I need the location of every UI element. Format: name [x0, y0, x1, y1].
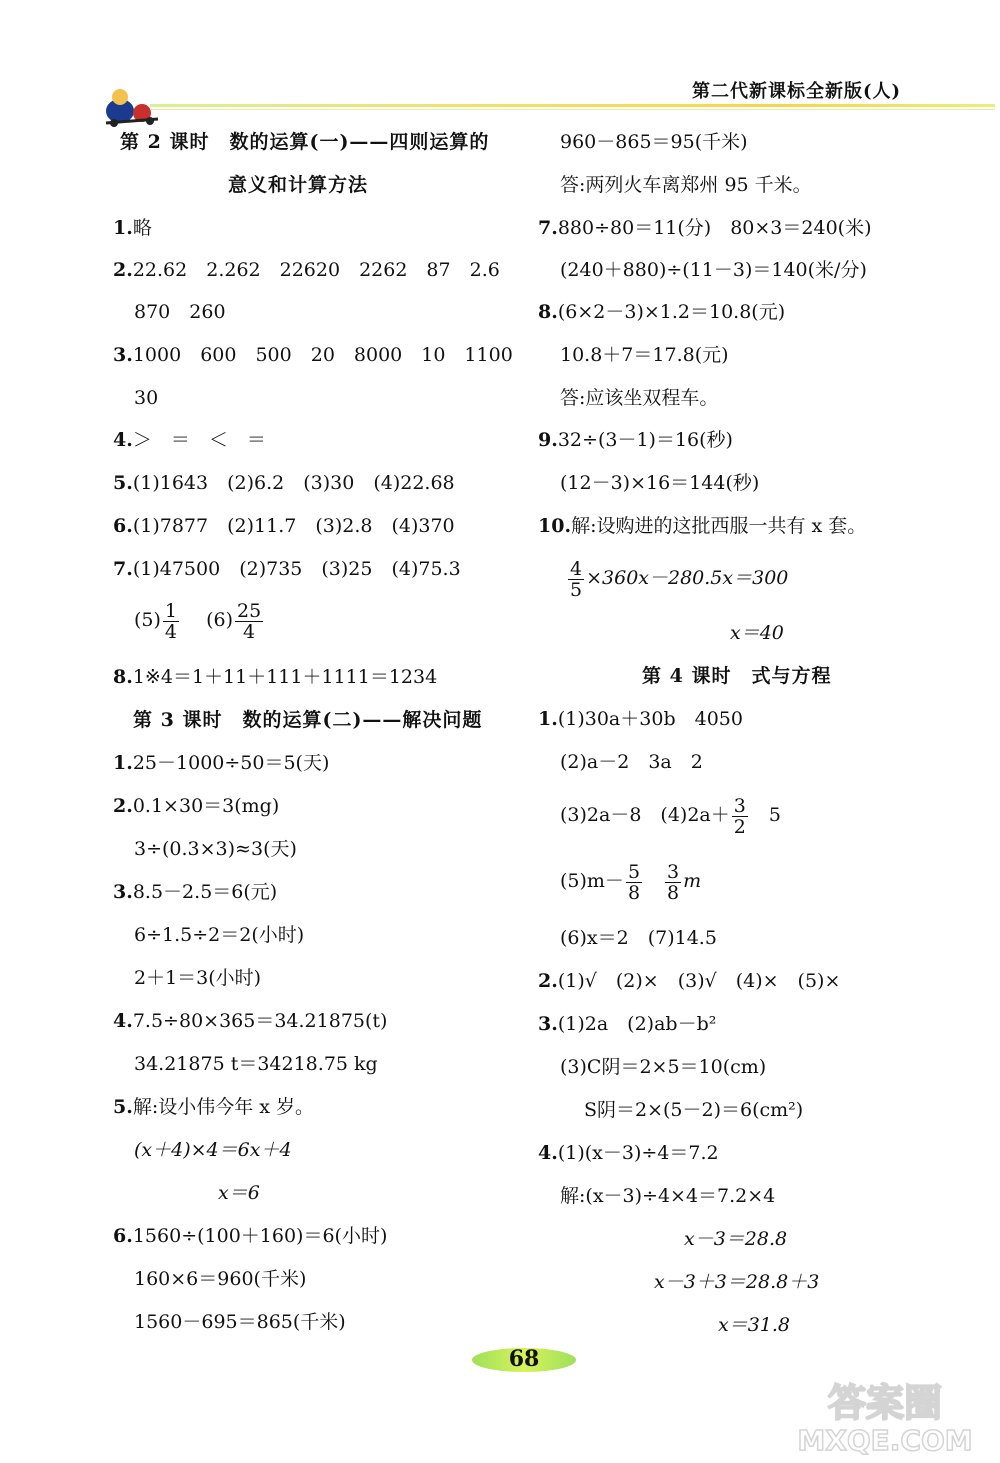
l3-answer-6-cont2: 1560－695＝865(千米): [134, 1311, 346, 1333]
r-answer-9: 9.32÷(3－1)＝16(秒): [538, 429, 733, 451]
header-divider: [150, 104, 995, 107]
l3-answer-2: 2.0.1×30＝3(mg): [113, 795, 280, 817]
answer-2-cont: 870 260: [134, 301, 226, 323]
l4-answer-1-5: (5)m－ $\frac{5}{8}$ $\frac{3}{8}$ m: [560, 860, 702, 904]
r-answer-7-cont: (240＋880)÷(11－3)＝140(米/分): [560, 259, 867, 281]
l3-answer-5-sol: x＝6: [218, 1182, 260, 1204]
l3-answer-6-cont1: 160×6＝960(千米): [134, 1268, 307, 1290]
l3-answer-6: 6.1560÷(100＋160)＝6(小时): [113, 1225, 388, 1247]
answer-2: 2.22.62 2.262 22620 2262 87 2.6: [113, 259, 500, 281]
l4-answer-4-step4: x＝31.8: [718, 1314, 791, 1336]
watermark-text: 答案圈: [827, 1381, 943, 1425]
r-answer-10-eq: $\frac{4}{5}$ ×360x－280.5x＝300: [570, 557, 789, 601]
lesson2-title-line1: 第 2 课时 数的运算(一)——四则运算的: [120, 131, 490, 153]
lesson3-title: 第 3 课时 数的运算(二)——解决问题: [133, 709, 483, 731]
r-answer-10: 10.解:设购进的这批西服一共有 x 套。: [538, 515, 867, 537]
answer-6: 6.(1)7877 (2)11.7 (3)2.8 (4)370: [113, 515, 455, 537]
r-answer-8: 8.(6×2－3)×1.2＝10.8(元): [538, 301, 786, 323]
l3-answer-3-cont2: 2＋1＝3(小时): [134, 967, 262, 989]
l3-answer-2-cont: 3÷(0.3×3)≈3(天): [134, 838, 297, 860]
watermark-logo: [780, 1378, 990, 1458]
lesson4-title: 第 4 课时 式与方程: [642, 665, 832, 687]
l3-answer-5-eq: (x＋4)×4＝6x＋4: [134, 1139, 292, 1161]
answer-1: 1.略: [113, 217, 152, 239]
l4-answer-4-step1: 解:(x－3)÷4×4＝7.2×4: [560, 1185, 776, 1207]
answer-4: 4.＞ ＝ ＜ ＝: [113, 429, 266, 451]
l4-answer-1-2: (2)a－2 3a 2: [560, 751, 703, 773]
r-answer-10-sol: x＝40: [730, 622, 784, 644]
l3-answer-1: 1.25－1000÷50＝5(天): [113, 752, 330, 774]
answer-7: 7.(1)47500 (2)735 (3)25 (4)75.3: [113, 558, 461, 580]
r-answer-8-cont: 10.8＋7＝17.8(元): [560, 344, 729, 366]
l3-answer-3: 3.8.5－2.5＝6(元): [113, 881, 278, 903]
page-number-badge: [472, 1344, 576, 1372]
watermark-url: MXQE.COM: [797, 1424, 973, 1457]
l4-answer-1: 1.(1)30a＋30b 4050: [538, 708, 743, 730]
l4-answer-3-c: (3)C阴＝2×5＝10(cm): [560, 1056, 767, 1078]
answer-8: 8.1※4＝1＋11＋111＋1111＝1234: [113, 666, 438, 688]
header-divider-thin: [150, 109, 995, 110]
l4-answer-4-step3: x－3＋3＝28.8＋3: [654, 1271, 820, 1293]
answer-3: 3.1000 600 500 20 8000 10 1100: [113, 344, 513, 366]
l3-answer-4-cont: 34.21875 t＝34218.75 kg: [134, 1053, 378, 1075]
answer-3-cont: 30: [134, 387, 159, 409]
r-answer-6-reply: 答:两列火车离郑州 95 千米。: [560, 174, 812, 196]
l3-answer-3-cont1: 6÷1.5÷2＝2(小时): [134, 924, 305, 946]
answer-7-fractions: (5) $\frac{1}{4}$ (6) $\frac{25}{4}$: [134, 599, 262, 643]
l3-answer-4: 4.7.5÷80×365＝34.21875(t): [113, 1010, 388, 1032]
l3-answer-5: 5.解:设小伟今年 x 岁。: [113, 1096, 315, 1118]
page-number: 68: [508, 1346, 540, 1372]
r-answer-7: 7.880÷80＝11(分) 80×3＝240(米): [538, 217, 872, 239]
r-answer-9-cont: (12－3)×16＝144(秒): [560, 472, 760, 494]
l4-answer-4-step2: x－3＝28.8: [684, 1228, 788, 1250]
r-answer-6-cont3: 960－865＝95(千米): [560, 131, 748, 153]
l4-answer-2: 2.(1)√ (2)× (3)√ (4)× (5)×: [538, 970, 841, 992]
r-answer-8-reply: 答:应该坐双程车。: [560, 387, 719, 409]
answer-5: 5.(1)1643 (2)6.2 (3)30 (4)22.68: [113, 472, 455, 494]
series-title: 第二代新课标全新版(人): [692, 81, 902, 102]
l4-answer-1-6: (6)x＝2 (7)14.5: [560, 927, 717, 949]
lesson2-title-line2: 意义和计算方法: [228, 174, 369, 196]
l4-answer-1-3: (3)2a－8 (4)2a＋ $\frac{3}{2}$ 5: [560, 794, 781, 838]
l4-answer-3: 3.(1)2a (2)ab－b²: [538, 1013, 717, 1035]
l4-answer-3-s: S阴＝2×(5－2)＝6(cm²): [584, 1099, 804, 1121]
l4-answer-4: 4.(1)(x－3)÷4＝7.2: [538, 1142, 719, 1164]
